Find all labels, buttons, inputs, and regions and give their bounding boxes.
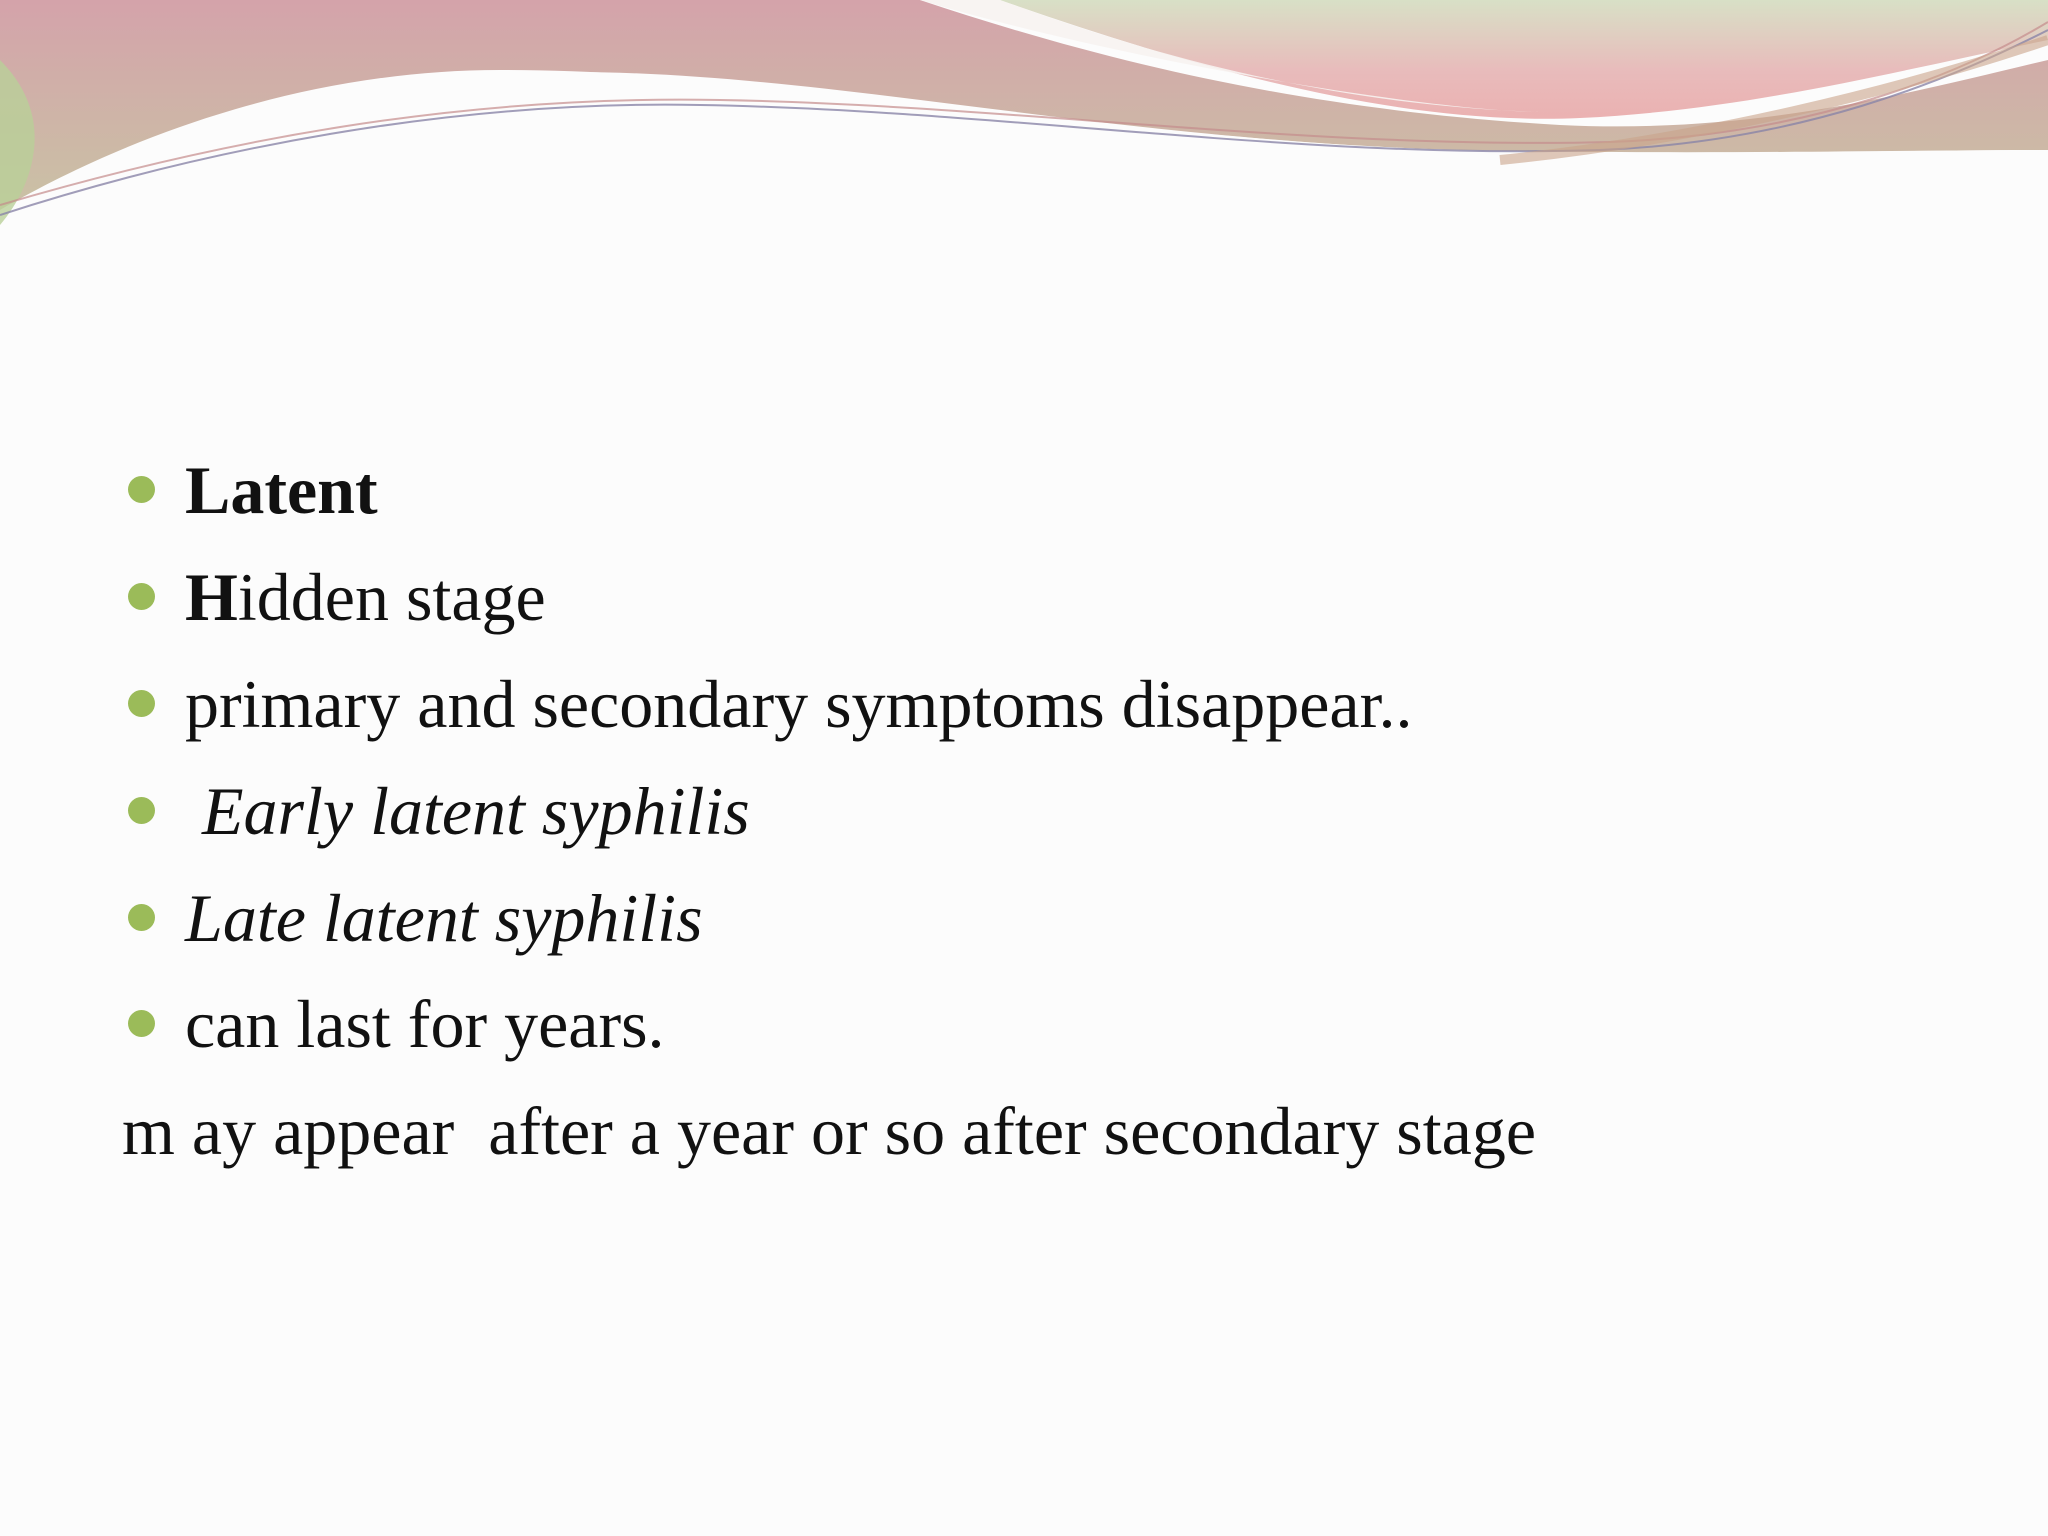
bullet-dot-icon <box>128 1010 155 1037</box>
bullet-text: can last for years. <box>185 986 665 1062</box>
bullet-dot-icon <box>128 690 155 717</box>
bullet-text <box>185 549 546 645</box>
bullet-dot-icon <box>128 797 155 824</box>
trailing-text-line: m ay appear after a year or so after secondary stage <box>122 1093 1537 1169</box>
bullet-dot-icon <box>128 904 155 931</box>
bullet-text: Early latent syphilis <box>185 773 750 849</box>
bullet-text-rest: idden stage <box>237 559 546 635</box>
bullet-dot-icon <box>128 583 155 610</box>
bullet-text: primary and secondary symptoms disappear.. <box>185 666 1413 742</box>
bullet-text: Late latent syphilis <box>185 880 703 956</box>
bullet-dot-icon <box>128 476 155 503</box>
bullet-text: Latent <box>185 452 378 528</box>
bullet-text-bold-lead: H <box>185 559 238 635</box>
